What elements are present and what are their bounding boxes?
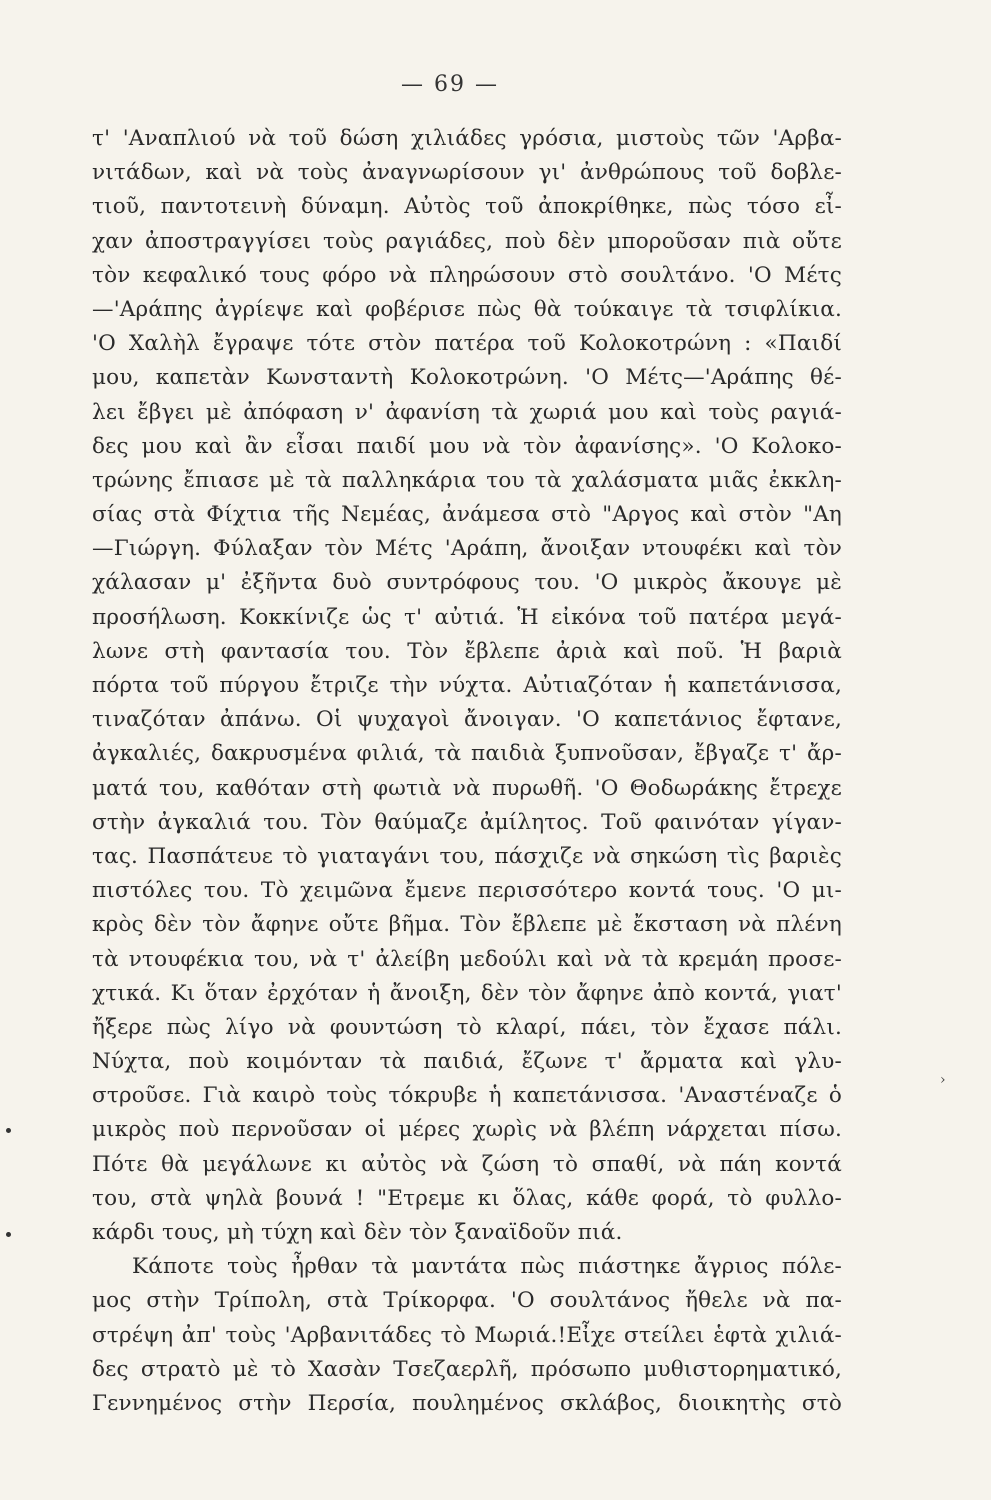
margin-dot	[6, 1128, 11, 1133]
text-line: ματά του, καθόταν στὴ φωτιὰ νὰ πυρωθῆ. 'Ο Θοδωράκης ἔτρεχε	[92, 775, 842, 801]
text-line: πόρτα τοῦ πύργου ἔτριζε τὴν νύχτα. Αὐτιαζόταν ἡ καπετάνισσα,	[92, 673, 842, 698]
text-line: κρὸς δὲν τὸν ἄφηνε οὔτε βῆμα. Τὸν ἔβλεπε μὲ ἔκσταση νὰ πλένη	[92, 912, 842, 938]
text-line: δες στρατὸ μὲ τὸ Χασὰν Τσεζαερλῆ, πρόσωπο μυθιστορηματικό,	[92, 1356, 842, 1382]
page-number: — 69 —	[401, 72, 499, 97]
text-line: μου, καπετὰν Κωνσταντὴ Κολοκοτρώνη. 'Ο Μέτς—'Αράπης θέ-	[92, 365, 842, 391]
text-line: μος στὴν Τρίπολη, στὰ Τρίκορφα. 'Ο σουλτάνος ἤθελε νὰ πα-	[92, 1288, 842, 1314]
text-line: τας. Πασπάτευε τὸ γιαταγάνι του, πάσχιζε νὰ σηκώση τὶς βαριὲς	[92, 843, 842, 869]
text-line: λωνε στὴ φαντασία του. Τὸν ἔβλεπε ἀριὰ καὶ ποῦ. Ἡ βαριὰ	[92, 638, 842, 664]
margin-dot	[6, 1232, 11, 1237]
text-line: τιναζόταν ἀπάνω. Οἱ ψυχαγοὶ ἄνοιγαν. 'Ο καπετάνιος ἔφτανε,	[92, 707, 842, 733]
text-line: 'Ο Χαλὴλ ἔγραψε τότε στὸν πατέρα τοῦ Κολοκοτρώνη : «Παιδί	[92, 331, 842, 357]
text-line: στροῦσε. Γιὰ καιρὸ τοὺς τόκρυβε ἡ καπετάνισσα. 'Αναστέναζε ὁ	[92, 1083, 842, 1109]
text-line: του, στὰ ψηλὰ βουνά ! "Ετρεμε κι ὅλας, κάθε φορά, τὸ φυλλο-	[92, 1185, 842, 1211]
text-line: τὸν κεφαλικό τους φόρο νὰ πληρώσουν στὸ σουλτάνο. 'Ο Μέτς	[92, 262, 842, 288]
text-line: δες μου καὶ ἂν εἶσαι παιδί μου νὰ τὸν ἀφανίσης». 'Ο Κολοκο-	[92, 433, 842, 459]
text-line: τρώνης ἔπιασε μὲ τὰ παλληκάρια του τὰ χαλάσματα μιᾶς ἐκκλη-	[92, 467, 842, 493]
text-line: νιτάδων, καὶ νὰ τοὺς ἀναγνωρίσουν γι' ἀνθρώπους τοῦ δοβλε-	[92, 160, 842, 186]
text-line: χτικά. Κι ὅταν ἐρχόταν ἡ ἄνοιξη, δὲν τὸν ἄφηνε ἀπὸ κοντά, γιατ'	[92, 980, 842, 1006]
margin-bracket-icon: ›	[940, 1072, 946, 1088]
text-line: Πότε θὰ μεγάλωνε κι αὐτὸς νὰ ζώση τὸ σπαθί, νὰ πάη κοντά	[92, 1151, 842, 1177]
text-line: τὰ ντουφέκια του, νὰ τ' ἀλείβη μεδούλι καὶ νὰ τὰ κρεμάη προσε-	[92, 946, 842, 972]
text-line: —'Αράπης ἀγρίεψε καὶ φοβέρισε πὼς θὰ τούκαιγε τὰ τσιφλίκια.	[92, 296, 842, 322]
text-line: χάλασαν μ' ἐξῆντα δυὸ συντρόφους του. 'Ο μικρὸς ἄκουγε μὲ	[92, 570, 842, 596]
text-line: Νύχτα, ποὺ κοιμόνταν τὰ παιδιά, ἔζωνε τ' ἄρματα καὶ γλυ-	[92, 1049, 842, 1075]
text-line: στρέψη ἀπ' τοὺς 'Αρβανιτάδες τὸ Μωριά.!Εἶχε στείλει ἑφτὰ χιλιά-	[92, 1322, 842, 1348]
text-line: λει ἔβγει μὲ ἀπόφαση ν' ἀφανίση τὰ χωριά μου καὶ τοὺς ραγιά-	[92, 399, 842, 425]
text-line: ἤξερε πὼς λίγο νὰ φουντώση τὸ κλαρί, πάει, τὸν ἔχασε πάλι.	[92, 1014, 842, 1040]
body-text	[92, 122, 842, 1421]
text-line: στὴν ἀγκαλιά του. Τὸν θαύμαζε ἀμίλητος. Τοῦ φαινόταν γίγαν-	[92, 809, 842, 835]
text-line: κάρδι τους, μὴ τύχη καὶ δὲν τὸν ξαναϊδοῦν πιά.	[92, 1220, 623, 1245]
text-line: προσήλωση. Κοκκίνιζε ὡς τ' αὐτιά. Ἡ εἰκόνα τοῦ πατέρα μεγά-	[92, 604, 842, 630]
text-line: Κάποτε τοὺς ἦρθαν τὰ μαντάτα πὼς πιάστηκε ἄγριος πόλε-	[132, 1254, 842, 1280]
text-line: σίας στὰ Φίχτια τῆς Νεμέας, ἀνάμεσα στὸ "Αργος καὶ στὸν "Αη	[92, 502, 842, 528]
text-line: μικρὸς ποὺ περνοῦσαν οἱ μέρες χωρὶς νὰ βλέπη νάρχεται πίσω.	[92, 1117, 842, 1143]
text-line: τιοῦ, παντοτεινὴ δύναμη. Αὐτὸς τοῦ ἀποκρίθηκε, πὼς τόσο εἶ-	[92, 194, 842, 220]
text-line: ἀγκαλιές, δακρυσμένα φιλιά, τὰ παιδιὰ ξυπνοῦσαν, ἔβγαζε τ' ἄρ-	[92, 741, 842, 767]
text-line: χαν ἀποστραγγίσει τοὺς ραγιάδες, ποὺ δὲν μποροῦσαν πιὰ οὔτε	[92, 228, 842, 254]
text-line: —Γιώργη. Φύλαξαν τὸν Μέτς 'Αράπη, ἄνοιξαν ντουφέκι καὶ τὸν	[92, 536, 842, 562]
text-line: Γεννημένος στὴν Περσία, πουλημένος σκλάβος, διοικητὴς στὸ	[92, 1390, 842, 1416]
text-line: τ' 'Αναπλιού νὰ τοῦ δώση χιλιάδες γρόσια, μιστοὺς τῶν 'Αρβα-	[92, 126, 842, 151]
text-line: πιστόλες του. Τὸ χειμῶνα ἔμενε περισσότερο κοντά τους. 'Ο μι-	[92, 878, 842, 904]
